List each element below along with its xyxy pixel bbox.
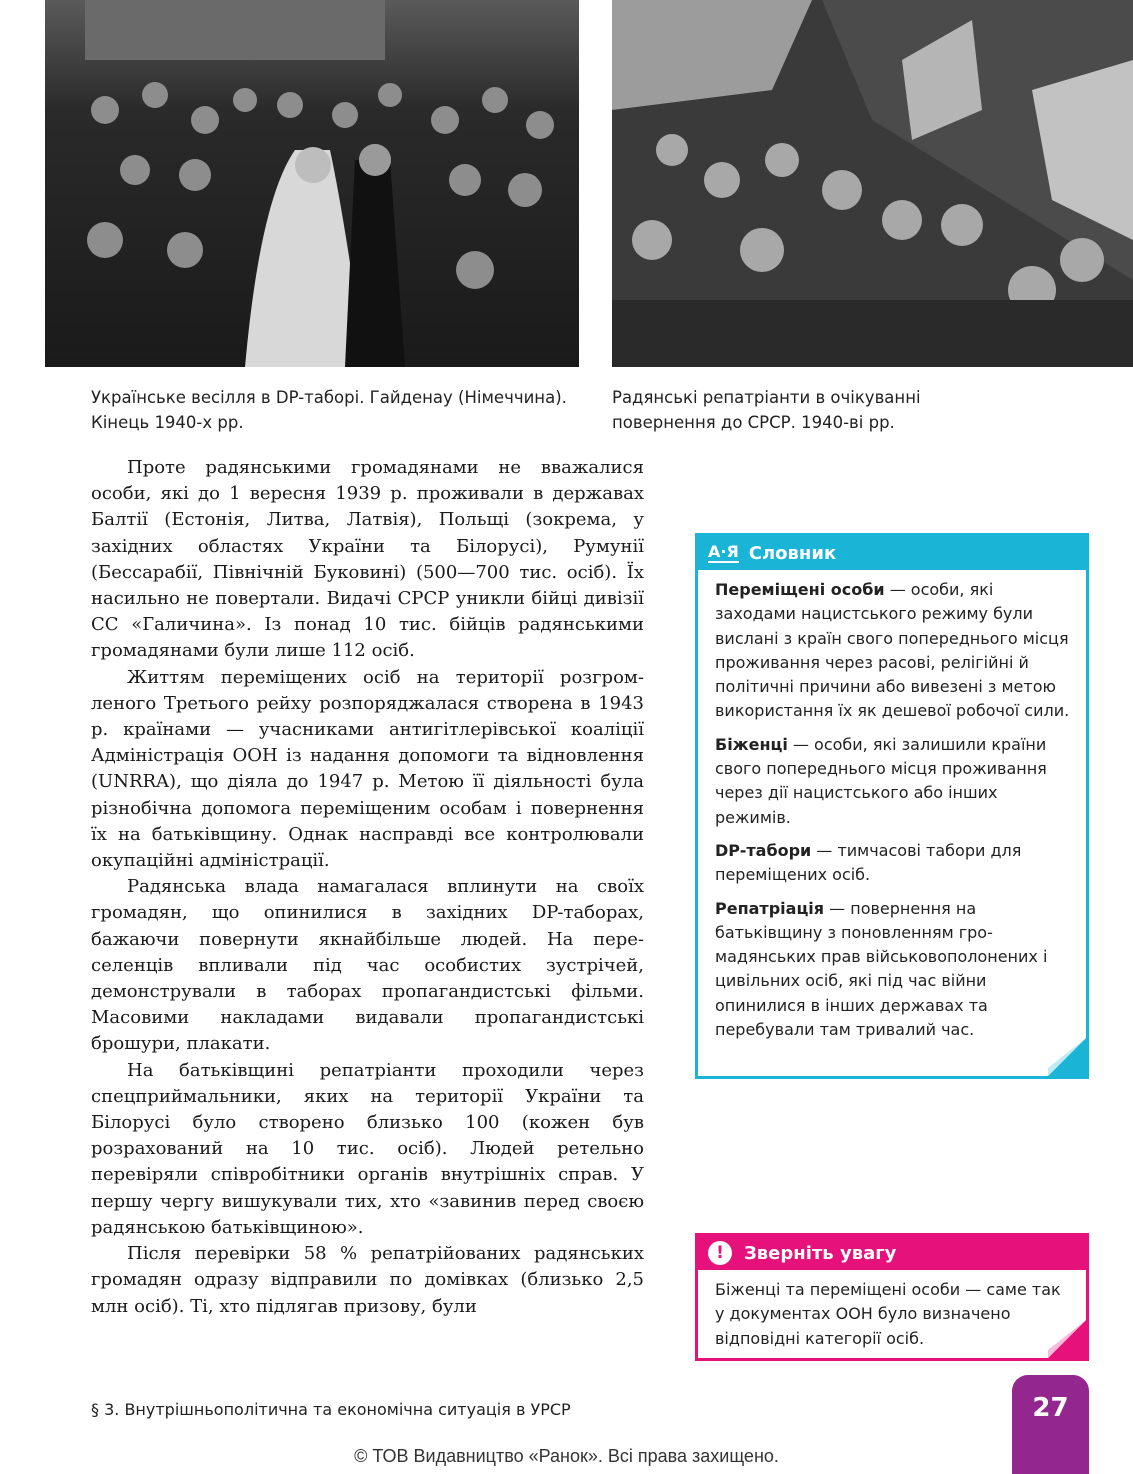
glossary-header bbox=[698, 536, 1086, 570]
exclamation-icon: ! bbox=[708, 1241, 732, 1265]
glossary-entry bbox=[715, 839, 1072, 888]
attention-header bbox=[698, 1236, 1086, 1270]
caption-line: Кінець 1940-х рр. bbox=[91, 413, 244, 432]
attention-body bbox=[698, 1270, 1086, 1361]
glossary-term: Біженці bbox=[715, 734, 788, 754]
glossary-entry bbox=[715, 733, 1072, 830]
glossary-term: Репатріація bbox=[715, 898, 825, 918]
attention-box bbox=[695, 1233, 1089, 1361]
attention-title: Зверніть увагу bbox=[744, 1242, 897, 1264]
copyright-notice: © ТОВ Видавництво «Ранок». Всі права захищено. bbox=[354, 1446, 779, 1466]
glossary-definition: — особи, які заходами нацистського режиму були вислані з країн свого попереднього місця проживання через расові, релігійні й політичні причини або вивезені з метою використання їх як дешевої робочої сили. bbox=[715, 580, 1070, 721]
section-footer: § 3. Внутрішньополітична та економічна ситуація в УРСР bbox=[91, 1400, 571, 1419]
body-paragraph: Проте радянськими громадянами не вважалися особи, які до 1 вересня 1939 р. проживали в державах Балтії (Естонія, Литва, Латвія), Польщі (зокрема, у західних областях України та Білорусі), Румунії (Бессарабії, Північній Буковині) (500—700 тис. осіб). Їх насильно не повертали. Видачі СРСР уникли бійці дивізії СС «Галичина». Із понад 10 тис. бійців радянськими громадянами були лише 112 осіб. bbox=[91, 457, 644, 662]
caption-line: Радянські репатріанти в очікуванні bbox=[612, 388, 921, 407]
page-curl-icon bbox=[1048, 1320, 1086, 1358]
caption-line: Українське весілля в DP-таборі. Гайденау (Німеччина). bbox=[91, 388, 567, 407]
glossary-entry bbox=[715, 897, 1072, 1043]
page-number: 27 bbox=[1012, 1375, 1089, 1474]
attention-text: Біженці та переміщені особи — саме так у документах ООН було визначено відповідні категорії осіб. bbox=[715, 1280, 1061, 1348]
wedding-photo-caption bbox=[91, 385, 567, 435]
caption-line: повернення до СРСР. 1940-ві рр. bbox=[612, 413, 895, 432]
glossary-entry bbox=[715, 578, 1072, 724]
glossary-title: Словник bbox=[748, 542, 837, 564]
glossary-term: DP-табори bbox=[715, 840, 812, 860]
body-paragraph: Після перевірки 58 % репатрійованих радянських громадян одразу відправили по домівках (близько 2,5 млн осіб). Ті, хто підлягав призову, були bbox=[91, 1243, 644, 1317]
glossary-definition: — тимчасові табори для переміщених осіб. bbox=[715, 840, 1022, 885]
repatriants-photo-caption bbox=[612, 385, 921, 435]
glossary-definition: — особи, які залишили країни свого попереднього місця проживання через дії нацистського або інших режимів. bbox=[715, 734, 1047, 827]
glossary-definition: — повернення на батьківщину з поновленням громадянських прав військовополонених і цивільних осіб, які під час війни опинилися в інших державах та перебували там тривалий час. bbox=[715, 898, 1048, 1040]
body-paragraph: Життям переміщених осіб на території розгромленого Третього рейху розпоряджалася створена в 1943 р. країнами — учасниками антигітлерівської коаліції Адміністрація ООН із надання допомоги та відновлення (UNRRA), що діяла до 1947 р. Метою її діяльності була різнобічна допомога переміщеним особам і повернення їх на батьківщину. Однак насправді все контролювали окупаційні адміністрації. bbox=[91, 666, 644, 872]
body-paragraph: Радянська влада намагалася вплинути на своїх громадян, що опинилися в західних DP-таборах, бажаючи повернути якнайбільше людей. На переселенців впливали під час особистих зустрічей, демонстрували в таборах пропагандистські фільми. Масовими накладами видавали пропагандистські брошури, плакати. bbox=[91, 876, 644, 1055]
dictionary-icon: А·Я bbox=[708, 542, 739, 561]
main-text bbox=[91, 455, 644, 1320]
page-curl-icon bbox=[1048, 1038, 1086, 1076]
body-paragraph: На батьківщині репатріанти проходили через спецприймальники, яких на території України та Білорусі було створено близько 100 (кожен був розрахований на 10 тис. осіб). Людей ретельно перевіряли співробітники органів внутрішніх справ. У першу чергу вишукували тих, хто «завинив перед своєю радянською батьківщиною». bbox=[91, 1059, 644, 1238]
wedding-photo bbox=[45, 0, 579, 367]
glossary-box bbox=[695, 533, 1089, 1079]
glossary-term: Переміщені особи bbox=[715, 580, 885, 599]
repatriants-photo bbox=[612, 0, 1133, 367]
glossary-body bbox=[698, 570, 1086, 1061]
